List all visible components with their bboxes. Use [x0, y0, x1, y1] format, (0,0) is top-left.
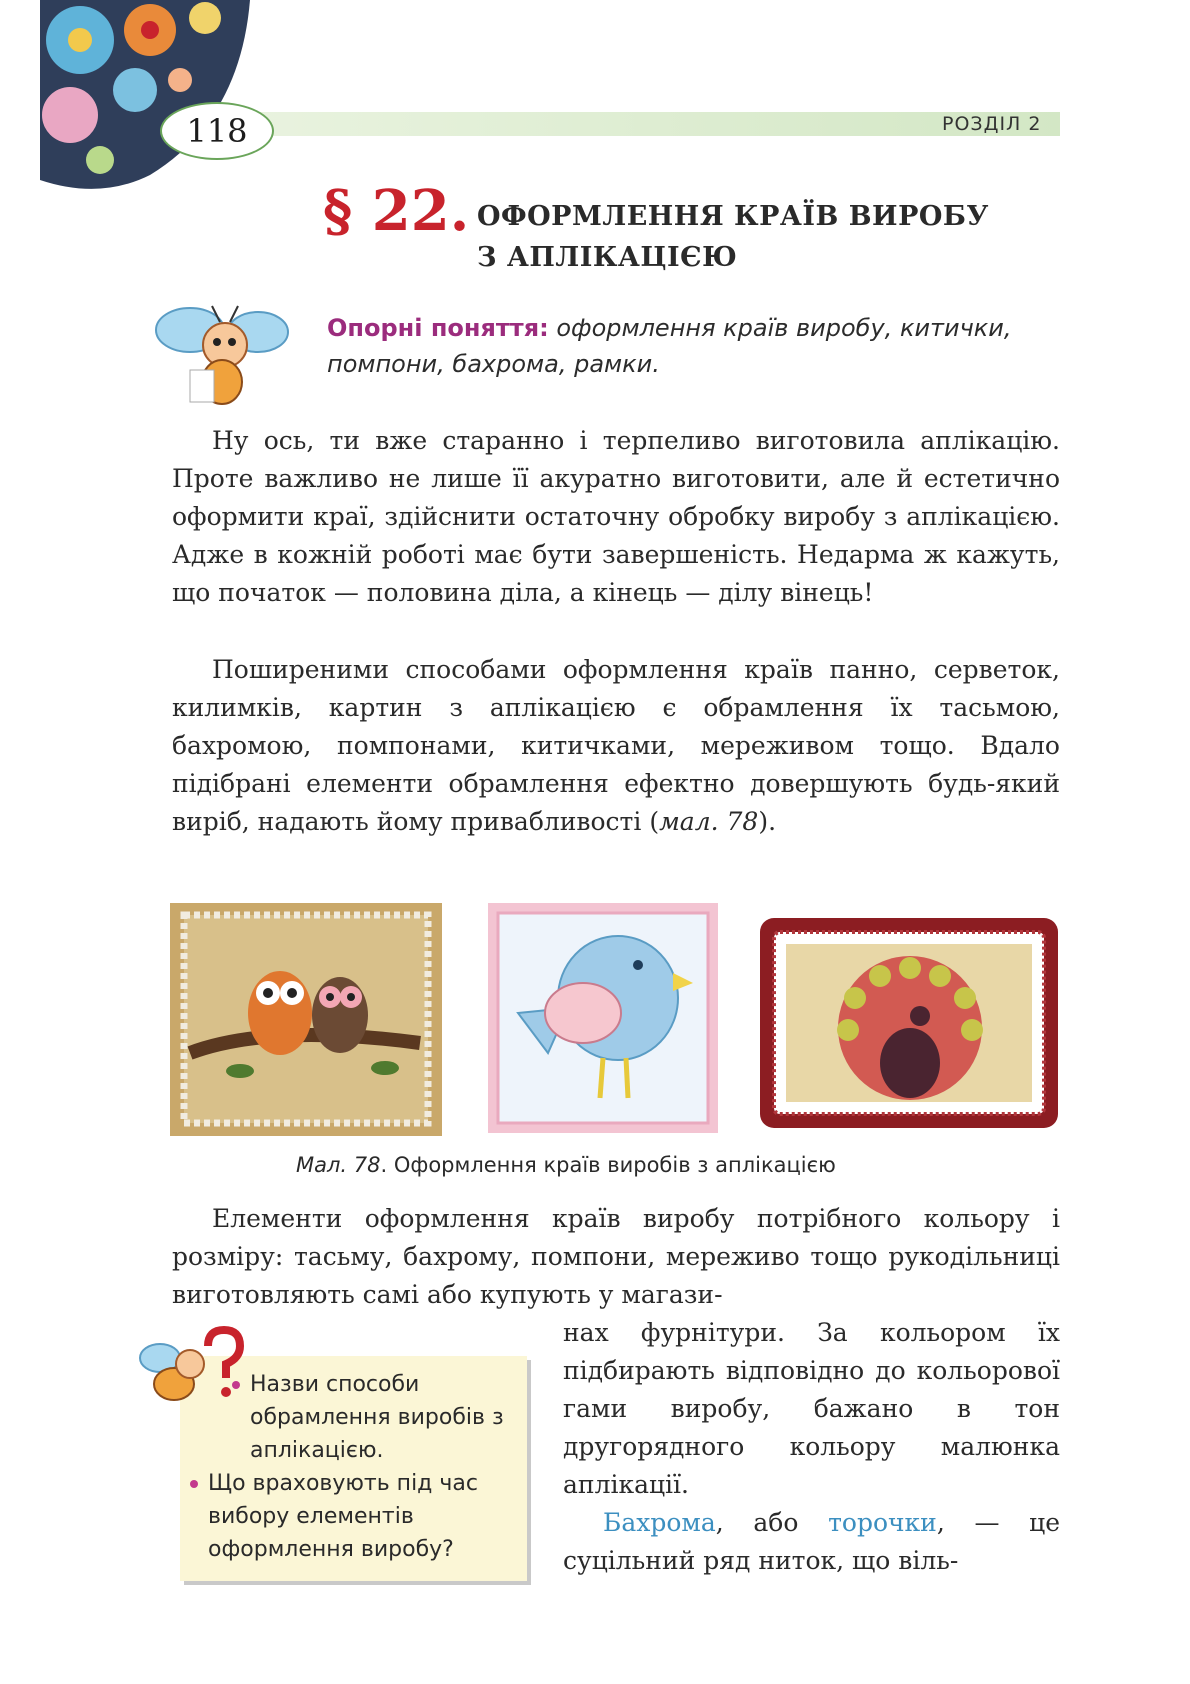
question-1-text: Назви способи обрамлення виробів з аплікацією.	[250, 1372, 504, 1463]
question-item-1	[190, 1368, 520, 1467]
bee-mascot-icon	[150, 300, 290, 410]
paragraph-4: нах фурнітури. За кольором їх підбирають відповідно до кольорової гами виробу, бажано в тон другорядного кольору малюнка аплікації.	[563, 1318, 1060, 1499]
paragraph-1	[172, 422, 1060, 612]
figure-caption-text: . Оформлення країв виробів з аплікацією	[380, 1153, 836, 1177]
question-item-2	[190, 1467, 520, 1566]
key-concepts-text: оформлення країв виробу, китички, помпони, бахрома, рамки.	[327, 314, 1012, 378]
paragraph-5	[563, 1504, 1060, 1580]
term-torochky: торочки	[828, 1508, 937, 1537]
header-bar	[245, 112, 1060, 136]
paragraph-5-mid: , або	[715, 1508, 829, 1537]
key-concepts	[327, 310, 1057, 382]
paragraph-2-end: ).	[758, 807, 777, 836]
term-bakhroma: Бахрома	[603, 1508, 716, 1537]
corner-flower-decoration	[40, 0, 300, 200]
figure-owls-appliqué	[170, 903, 442, 1136]
figure-caption-ref: Мал. 78	[296, 1153, 381, 1177]
paragraph-1-text: Ну ось, ти вже старанно і терпеливо виготовила аплікацію. Проте важливо не лише її акуратно виготовити, але й естетично оформити краї, здійснити остаточну обробку виробу з аплікацією. Адже в кожній роботі має бути завершеність. Недарма ж кажуть, що початок — половина діла, а кінець — ділу вінець!	[172, 426, 1060, 607]
key-concepts-label: Опорні поняття:	[327, 314, 549, 342]
paragraph-2	[172, 651, 1060, 841]
bullet-icon	[232, 1381, 240, 1389]
question-2-text: Що враховують під час вибору елементів оформлення виробу?	[208, 1471, 478, 1562]
page-number: 118	[160, 102, 274, 160]
paragraph-3	[172, 1200, 1060, 1314]
bullet-icon	[190, 1480, 198, 1488]
figure-reference: мал. 78	[659, 807, 759, 836]
chapter-title-line-2: З АПЛІКАЦІЄЮ	[477, 242, 738, 273]
paragraph-2-text: Поширеними способами оформлення країв панно, серветок, килимків, картин з аплікацією є обрамлення їх тасьмою, бахромою, помпонами, китичками, мереживом тощо. Вдало підібрані елементи обрамлення ефектно довершують будь-який виріб, надають йому привабливості (	[172, 655, 1060, 836]
figure-caption	[296, 1153, 836, 1177]
chapter-title-line-1: ОФОРМЛЕННЯ КРАЇВ ВИРОБУ	[477, 201, 989, 232]
paragraph-5-end: , — це суцільний ряд ниток, що віль-	[563, 1508, 1060, 1575]
figure-bird-appliqué	[488, 903, 718, 1133]
question-list	[190, 1368, 520, 1566]
paragraph-mark: § 22.	[323, 178, 470, 244]
paragraph-3-text: Елементи оформлення країв виробу потрібного кольору і розміру: тасьму, бахрому, помпони, мереживо тощо рукодільниці виготовляють самі або купують у магази-	[172, 1204, 1060, 1309]
section-label: РОЗДІЛ 2	[942, 113, 1042, 135]
figure-peacock-appliqué	[760, 918, 1058, 1128]
